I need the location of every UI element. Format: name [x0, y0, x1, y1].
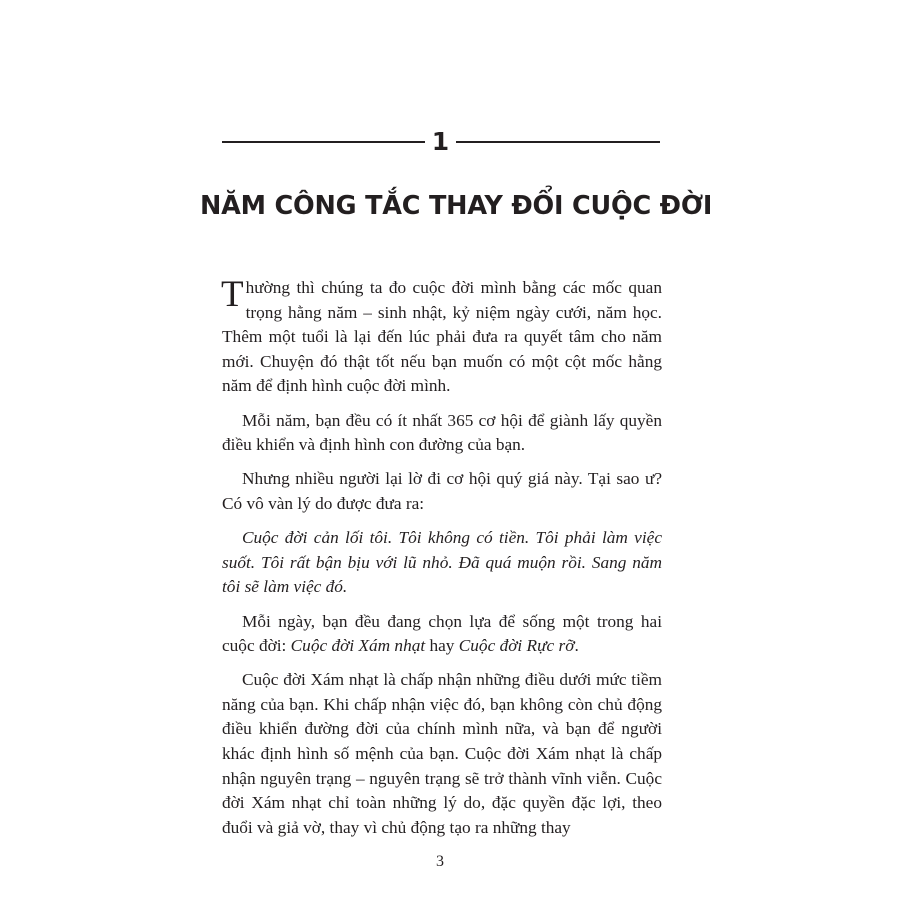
paragraph-2: Mỗi năm, bạn đều có ít nhất 365 cơ hội để giành lấy quyền điều khiển và định hình con đường của bạn.	[222, 410, 662, 455]
chapter-heading	[222, 124, 660, 160]
paragraph-5-end: .	[574, 636, 579, 656]
right-rule	[456, 141, 660, 143]
paragraph-1-text: hường thì chúng ta đo cuộc đời mình bằng các mốc quan trọng hằng năm – sinh nhật, kỷ niệm ngày cưới, năm học. Thêm một tuổi là lại đến lúc phải đưa ra quyết tâm cho năm mới. Chuyện đó thật tốt nếu bạn muốn có một cột mốc hằng năm để định hình cuộc đời mình.	[222, 278, 662, 396]
page-number: 3	[436, 853, 444, 870]
paragraph-6: Cuộc đời Xám nhạt là chấp nhận những điều dưới mức tiềm năng của bạn. Khi chấp nhận việc đó, bạn không còn chủ động điều khiển đường đời của chính mình nữa, và bạn để người khác định hình số mệnh của bạn. Cuộc đời Xám nhạt là chấp nhận nguyên trạng – nguyên trạng sẽ trở thành vĩnh viễn. Cuộc đời Xám nhạt chỉ toàn những lý do, đặc quyền đặc lợi, theo đuổi và giả vờ, thay vì chủ động tạo ra những thay	[222, 670, 662, 837]
bright-life-term: Cuộc đời Rực rỡ	[458, 636, 575, 656]
paragraph-5-start: Mỗi ngày, bạn đều đang chọn lựa để sống một trong hai cuộc đời:	[222, 611, 662, 656]
chapter-number: 1	[431, 127, 450, 156]
left-rule	[222, 141, 425, 143]
excuses-quote: Cuộc đời cản lối tôi. Tôi không có tiền. Tôi phải làm việc suốt. Tôi rất bận bịu với lũ nhỏ. Đã quá muộn rồi. Sang năm tôi sẽ làm việc đó.	[222, 528, 662, 597]
paragraph-5	[222, 610, 662, 659]
paragraph-3: Nhưng nhiều người lại lờ đi cơ hội quý giá này. Tại sao ư? Có vô vàn lý do được đưa ra:	[222, 469, 662, 513]
paragraph-1	[222, 276, 662, 399]
body-text	[222, 276, 662, 850]
chapter-title: NĂM CÔNG TẮC THAY ĐỔI CUỘC ĐỜI	[200, 191, 713, 221]
grey-life-term: Cuộc đời Xám nhạt	[290, 636, 426, 656]
paragraph-5-mid: hay	[425, 636, 459, 656]
drop-cap: T	[221, 274, 244, 315]
